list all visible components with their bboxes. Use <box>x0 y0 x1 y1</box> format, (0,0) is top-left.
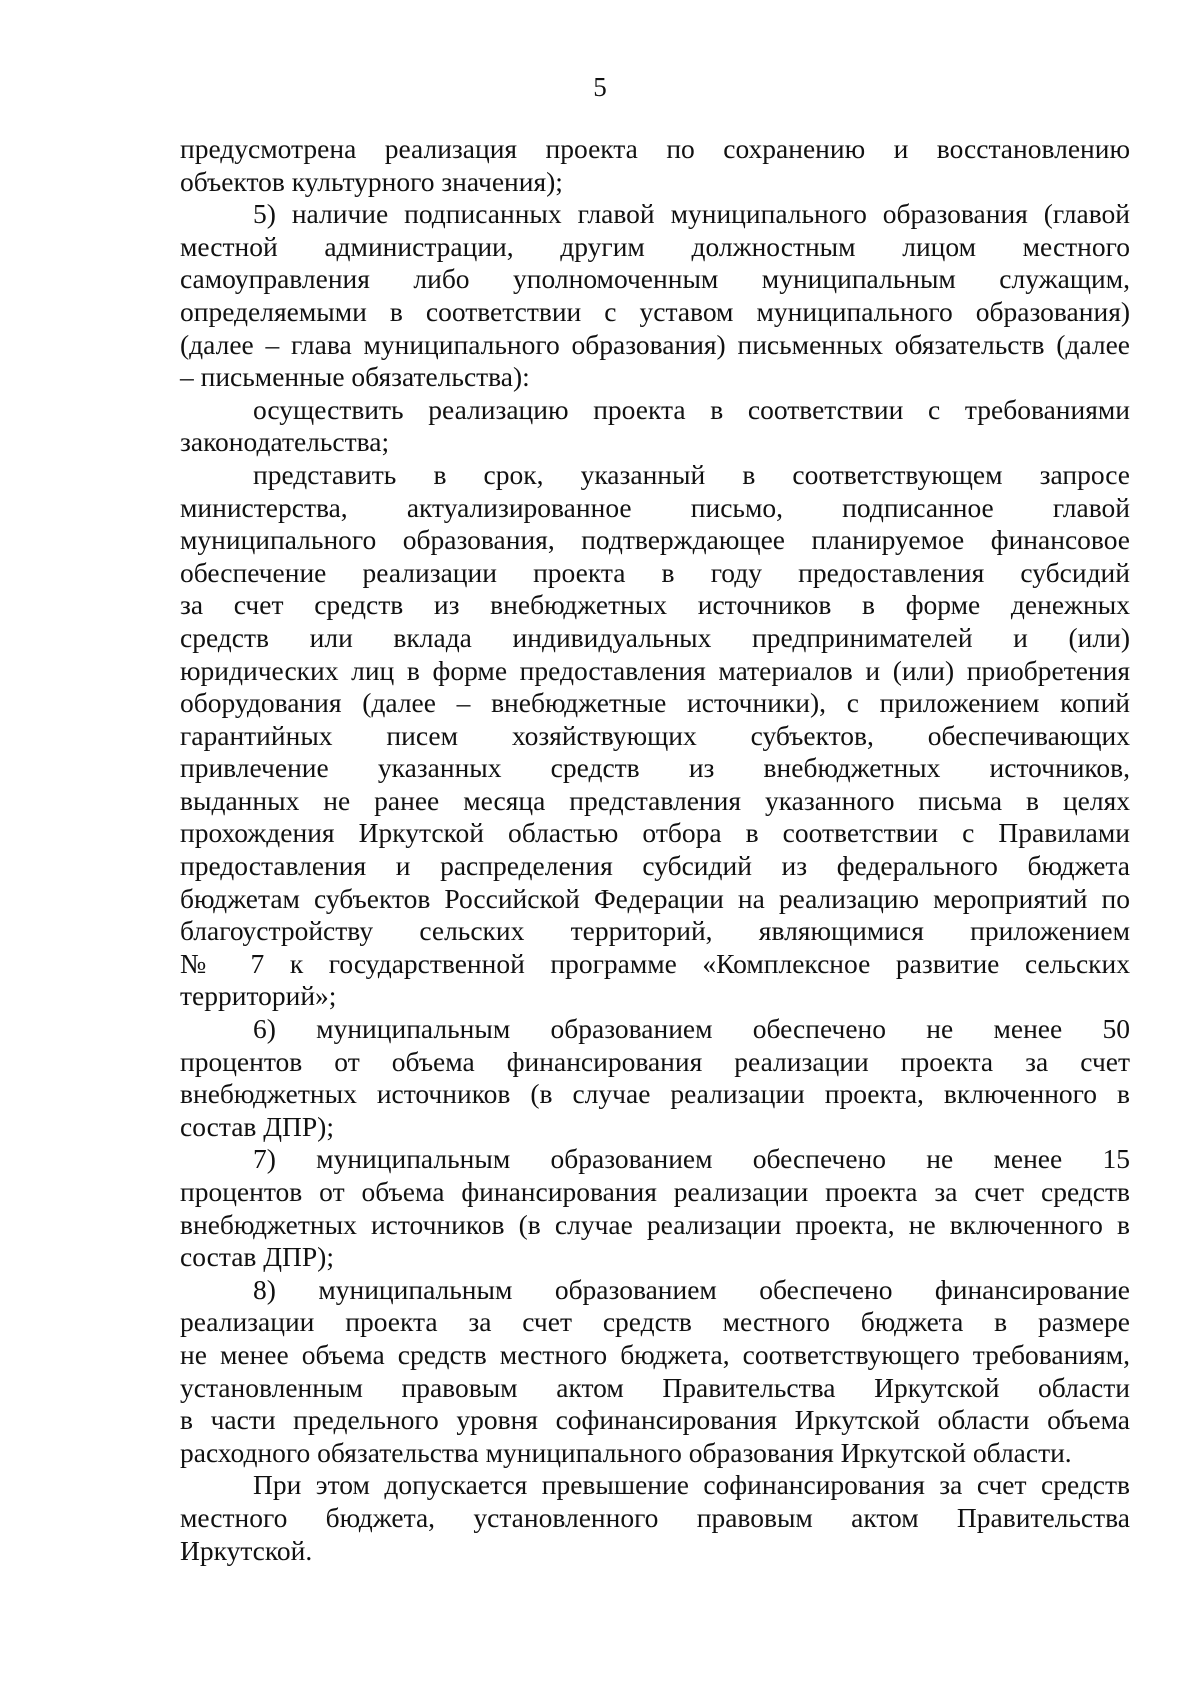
paragraph-line: министерства, актуализированное письмо, подписанное главой <box>180 491 1130 523</box>
paragraph-line: реализации проекта за счет средств местного бюджета в размере <box>180 1306 1130 1338</box>
paragraph-line: не менее объема средств местного бюджета, соответствующего требованиям, <box>180 1338 1130 1370</box>
paragraph-line: 6) муниципальным образованием обеспечено не менее 50 <box>253 1013 1130 1045</box>
paragraph-line: объектов культурного значения); <box>180 165 563 197</box>
paragraph-line: состав ДПР); <box>180 1241 334 1273</box>
paragraph-line: благоустройству сельских территорий, являющимися приложением <box>180 915 1130 947</box>
paragraph <box>180 1469 1130 1567</box>
paragraph-line: средств или вклада индивидуальных предпринимателей и (или) <box>180 621 1130 653</box>
paragraph-line: в части предельного уровня софинансирования Иркутской области объема <box>180 1404 1130 1436</box>
paragraph-line: Иркутской. <box>180 1534 313 1566</box>
paragraph-line: (далее – глава муниципального образования) письменных обязательств (далее <box>180 328 1130 360</box>
paragraph-line: территорий»; <box>180 980 337 1012</box>
paragraph-line: самоуправления либо уполномоченным муниципальным служащим, <box>180 263 1130 295</box>
paragraph-line: бюджетам субъектов Российской Федерации на реализацию мероприятий по <box>180 882 1130 914</box>
paragraph-line: При этом допускается превышение софинансирования за счет средств <box>253 1469 1130 1501</box>
document-body <box>180 133 1130 1567</box>
paragraph-line: юридических лиц в форме предоставления материалов и (или) приобретения <box>180 654 1130 686</box>
paragraph-line: прохождения Иркутской областью отбора в соответствии с Правилами <box>180 817 1130 849</box>
paragraph-line: процентов от объема финансирования реализации проекта за счет средств <box>180 1176 1130 1207</box>
paragraph-line: муниципального образования, подтверждающее планируемое финансовое <box>180 524 1130 556</box>
paragraph-line: 7) муниципальным образованием обеспечено не менее 15 <box>253 1143 1130 1175</box>
paragraph-line: оборудования (далее – внебюджетные источники), с приложением копий <box>180 687 1130 719</box>
paragraph-line: внебюджетных источников (в случае реализации проекта, включенного в <box>180 1078 1130 1110</box>
paragraph-line: привлечение указанных средств из внебюджетных источников, <box>180 752 1130 784</box>
paragraph-line: расходного обязательства муниципального образования Иркутской области. <box>180 1436 1072 1468</box>
paragraph-line: – письменные обязательства): <box>180 361 530 393</box>
paragraph <box>180 459 1130 1013</box>
paragraph-line: определяемыми в соответствии с уставом муниципального образования) <box>180 295 1130 327</box>
paragraph-line: местной администрации, другим должностным лицом местного <box>180 230 1130 262</box>
paragraph-line: процентов от объема финансирования реализации проекта за счет <box>180 1045 1130 1077</box>
paragraph <box>180 198 1130 394</box>
paragraph-line: осуществить реализацию проекта в соответствии с требованиями <box>253 393 1130 425</box>
paragraph-line: установленным правовым актом Правительства Иркутской области <box>180 1371 1130 1403</box>
paragraph-line: за счет средств из внебюджетных источников в форме денежных <box>180 589 1130 621</box>
paragraph-line: гарантийных писем хозяйствующих субъектов, обеспечивающих <box>180 719 1130 751</box>
paragraph-line: 5) наличие подписанных главой муниципального образования (главой <box>253 198 1130 230</box>
paragraph-line: состав ДПР); <box>180 1110 334 1142</box>
paragraph-line: представить в срок, указанный в соответствующем запросе <box>253 458 1130 490</box>
paragraph <box>180 1143 1130 1273</box>
paragraph-line: 8) муниципальным образованием обеспечено финансирование <box>253 1273 1130 1305</box>
paragraph-line: № 7 к государственной программе «Комплексное развитие сельских <box>180 947 1130 979</box>
paragraph <box>180 394 1130 459</box>
paragraph <box>180 1274 1130 1470</box>
paragraph-line: обеспечение реализации проекта в году предоставления субсидий <box>180 556 1130 588</box>
paragraph-line: предусмотрена реализация проекта по сохранению и восстановлению <box>180 133 1130 164</box>
paragraph-line: законодательства; <box>180 426 390 458</box>
paragraph-line: предоставления и распределения субсидий из федерального бюджета <box>180 850 1130 882</box>
paragraph <box>180 1013 1130 1143</box>
paragraph-line: выданных не ранее месяца представления указанного письма в целях <box>180 784 1130 816</box>
page-number: 5 <box>593 72 607 102</box>
paragraph <box>180 133 1130 198</box>
paragraph-line: внебюджетных источников (в случае реализации проекта, не включенного в <box>180 1208 1130 1240</box>
paragraph-line: местного бюджета, установленного правовым актом Правительства <box>180 1501 1130 1533</box>
